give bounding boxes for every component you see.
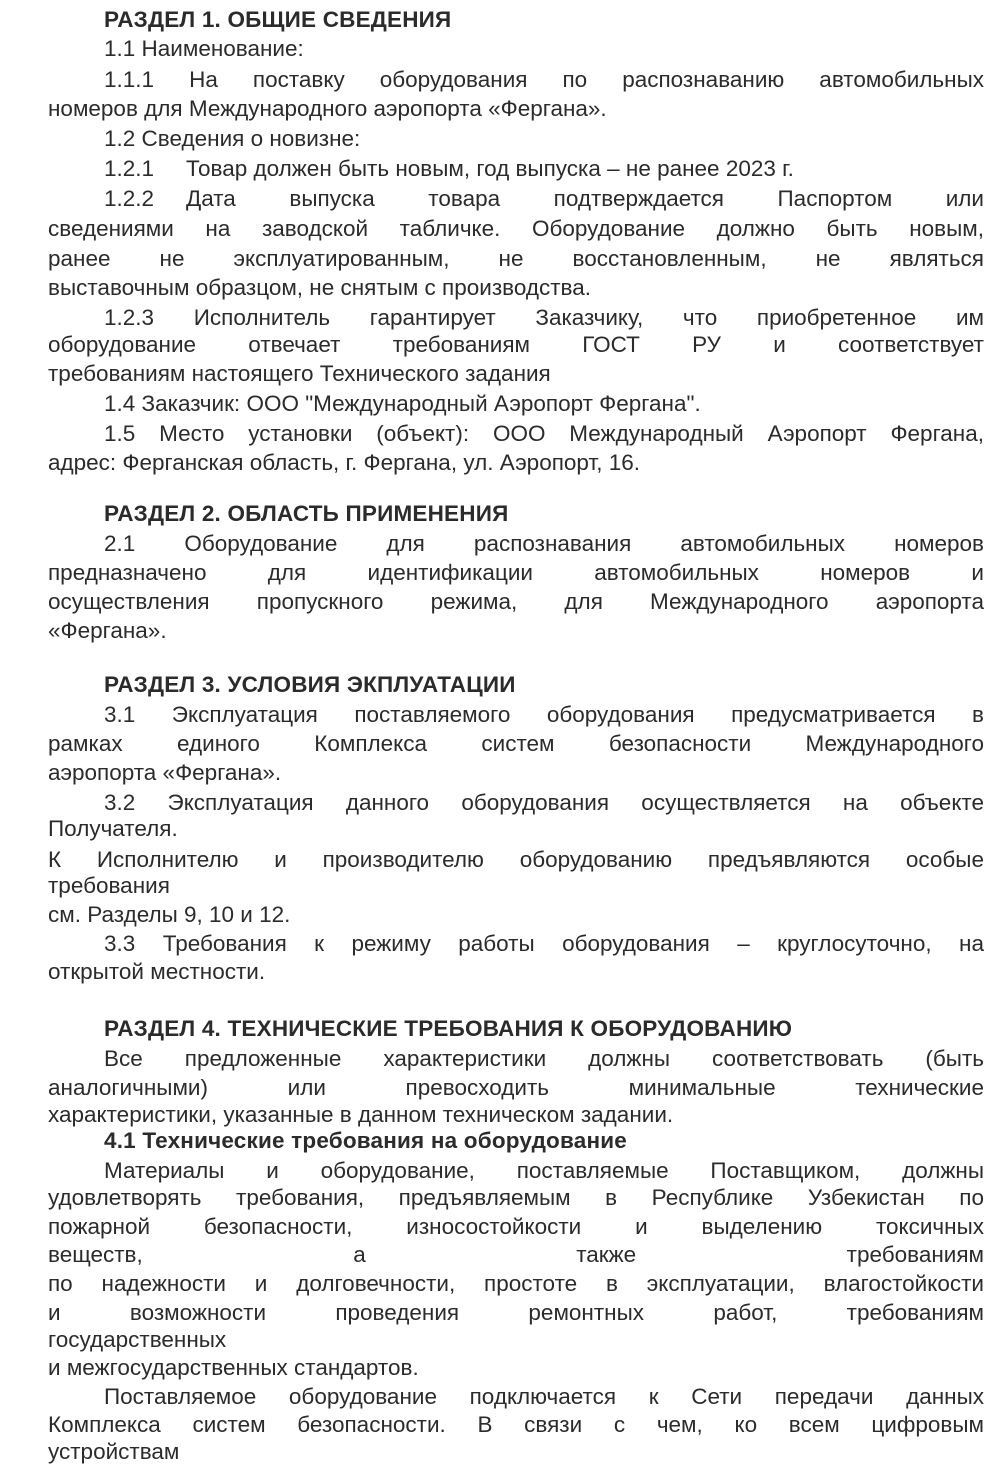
paragraph-line: 1.4 Заказчик: ООО "Международный Аэропорт Фергана".	[104, 391, 701, 416]
paragraph-line: требованиям настоящего Технического задания	[48, 361, 551, 386]
paragraph-line: 3.3 Требования к режиму работы оборудования – круглосуточно, на	[104, 931, 984, 956]
paragraph-line: К Исполнителю и производителю оборудованию предъявляются особые	[48, 847, 984, 872]
item-text: Дата выпуска товара подтверждается Паспортом или	[186, 186, 984, 211]
paragraph-line: оборудование отвечает требованиям ГОСТ РУ и соответствует	[48, 332, 984, 357]
paragraph-line: 2.1 Оборудование для распознавания автомобильных номеров	[104, 531, 984, 556]
paragraph-line: см. Разделы 9, 10 и 12.	[48, 902, 291, 927]
paragraph-line: Поставляемое оборудование подключается к Сети передачи данных	[104, 1384, 984, 1409]
paragraph-line: сведениями на заводской табличке. Оборудование должно быть новым,	[48, 216, 984, 241]
paragraph-line: предназначено для идентификации автомобильных номеров и	[48, 560, 984, 585]
item-number: 1.2.1	[104, 156, 155, 181]
paragraph-line: «Фергана».	[48, 618, 167, 643]
section-3-heading: РАЗДЕЛ 3. УСЛОВИЯ ЭКПЛУАТАЦИИ	[104, 672, 516, 697]
paragraph-line: пожарной безопасности, износостойкости и выделению токсичных	[48, 1214, 984, 1239]
paragraph-line: ранее не эксплуатированным, не восстановленным, не являться	[48, 246, 984, 271]
paragraph-line: Материалы и оборудование, поставляемые Поставщиком, должны	[104, 1158, 984, 1183]
subsection-4-1-heading: 4.1 Технические требования на оборудование	[104, 1128, 627, 1153]
paragraph-line: Все предложенные характеристики должны соответствовать (быть	[104, 1046, 984, 1071]
paragraph-line: государственных	[48, 1327, 227, 1352]
paragraph-line: открытой местности.	[48, 959, 266, 984]
paragraph-line: 1.5 Место установки (объект): ООО Международный Аэропорт Фергана,	[104, 421, 984, 446]
section-4-heading: РАЗДЕЛ 4. ТЕХНИЧЕСКИЕ ТРЕБОВАНИЯ К ОБОРУДОВАНИЮ	[104, 1016, 793, 1041]
section-1-heading: РАЗДЕЛ 1. ОБЩИЕ СВЕДЕНИЯ	[104, 7, 452, 32]
paragraph-line: номеров для Международного аэропорта «Фергана».	[48, 96, 607, 121]
paragraph-line: 1.2.3 Исполнитель гарантирует Заказчику, что приобретенное им	[104, 305, 984, 330]
paragraph-line: веществ, а также требованиям	[48, 1242, 984, 1267]
paragraph-line: рамках единого Комплекса систем безопасности Международного	[48, 731, 984, 756]
paragraph-line: 3.2 Эксплуатация данного оборудования осуществляется на объекте	[104, 790, 984, 815]
paragraph-line: Комплекса систем безопасности. В связи с чем, ко всем цифровым	[48, 1412, 984, 1437]
paragraph-line: адрес: Ферганская область, г. Фергана, ул. Аэропорт, 16.	[48, 450, 641, 475]
paragraph-line: по надежности и долговечности, простоте в эксплуатации, влагостойкости	[48, 1271, 984, 1296]
paragraph-line: 1.1.1 На поставку оборудования по распознаванию автомобильных	[104, 67, 984, 92]
paragraph-line: и возможности проведения ремонтных работ, требованиям	[48, 1300, 984, 1325]
paragraph-line: устройствам	[48, 1439, 180, 1464]
paragraph-line: аэропорта «Фергана».	[48, 760, 282, 785]
paragraph-line: 1.1 Наименование:	[104, 36, 304, 61]
paragraph-line	[104, 185, 984, 214]
paragraph-line: выставочным образцом, не снятым с производства.	[48, 275, 592, 300]
paragraph-line: и межгосударственных стандартов.	[48, 1355, 419, 1380]
item-text: Товар должен быть новым, год выпуска – не ранее 2023 г.	[186, 156, 794, 181]
paragraph-line: осуществления пропускного режима, для Международного аэропорта	[48, 589, 984, 614]
section-2-heading: РАЗДЕЛ 2. ОБЛАСТЬ ПРИМЕНЕНИЯ	[104, 501, 509, 526]
paragraph-line: характеристики, указанные в данном техническом задании.	[48, 1102, 674, 1127]
paragraph-line: Получателя.	[48, 816, 178, 841]
paragraph-line: 3.1 Эксплуатация поставляемого оборудования предусматривается в	[104, 702, 984, 727]
paragraph-line: аналогичными) или превосходить минимальные технические	[48, 1075, 984, 1100]
paragraph-line: требования	[48, 873, 170, 898]
paragraph-line	[104, 155, 984, 184]
paragraph-line: 1.2 Сведения о новизне:	[104, 126, 361, 151]
item-number: 1.2.2	[104, 186, 155, 211]
paragraph-line: удовлетворять требования, предъявляемым в Республике Узбекистан по	[48, 1185, 984, 1210]
